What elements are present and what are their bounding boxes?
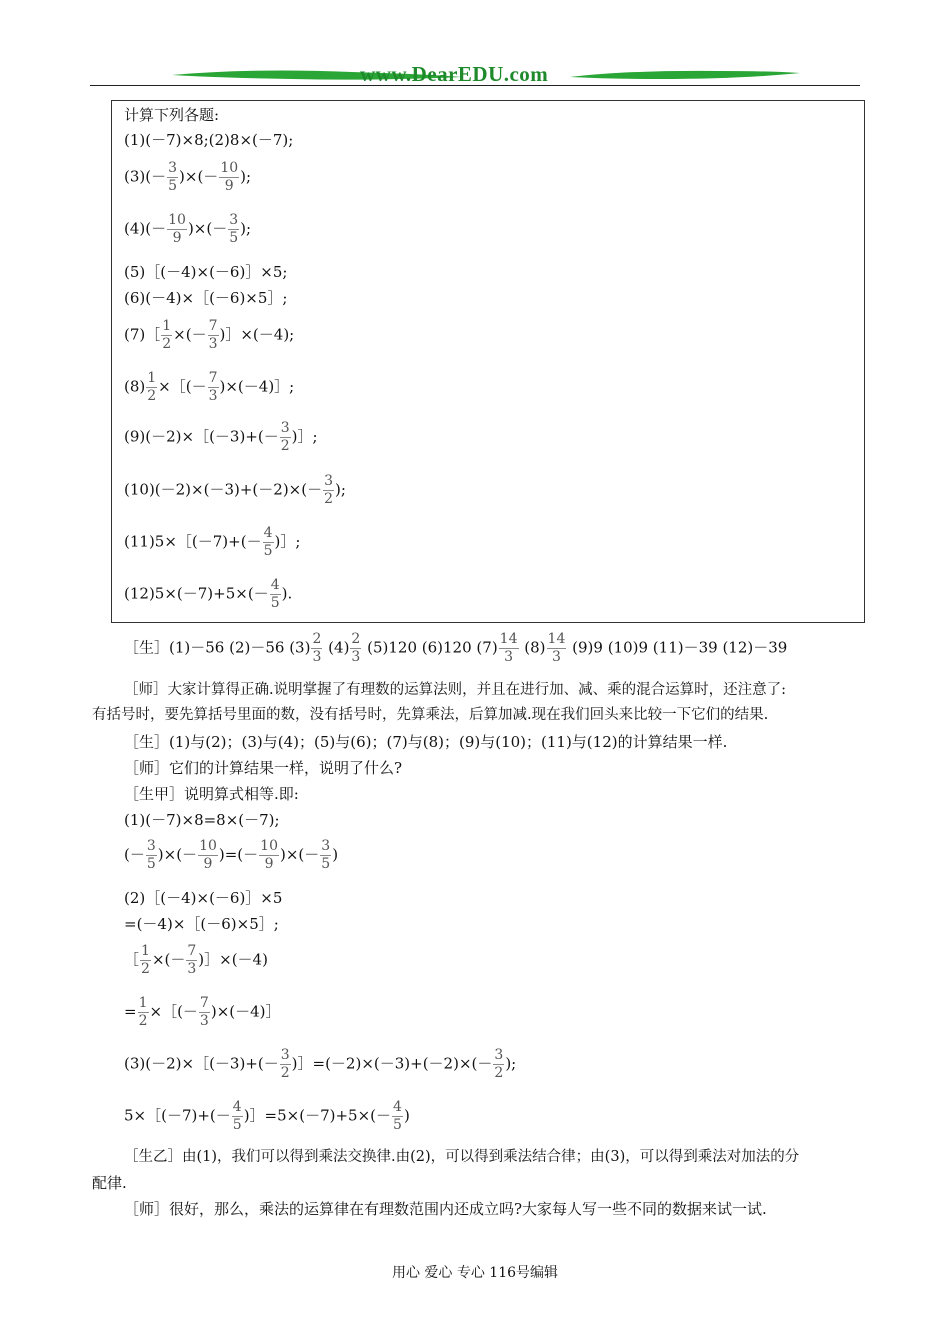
fraction: $\frac{3}{2}$: [280, 420, 290, 454]
problem-11: [124, 525, 300, 560]
page-header: [90, 60, 860, 90]
expression-text: );: [240, 219, 252, 238]
fraction: $\frac{3}{5}$: [168, 160, 178, 194]
equation-8: [124, 1099, 410, 1134]
expression-text: ×［(－: [149, 1002, 198, 1021]
problem-4: [124, 212, 251, 247]
equation-4: =(－4)×［(－6)×5］;: [124, 915, 279, 933]
expression-text: ×［(－: [158, 377, 207, 396]
problem-10: [124, 473, 346, 508]
fraction: $\frac{2}{3}$: [351, 631, 361, 665]
expression-text: )］;: [291, 427, 318, 446]
expression-text: );: [335, 480, 346, 499]
fraction: $\frac{10}{9}$: [168, 212, 186, 246]
expression-text: (4)(－: [124, 219, 167, 238]
equation-1: (1)(－7)×8=8×(－7);: [124, 811, 280, 829]
expression-text: )×(－4)］;: [219, 377, 295, 396]
expression-text: (8): [124, 377, 146, 396]
fraction: $\frac{7}{3}$: [208, 318, 218, 352]
student-yi-answer-b: 配律.: [92, 1174, 127, 1192]
expression-text: )=(－: [218, 845, 259, 864]
expression-text: (12)5×(－7)+5×(－: [124, 584, 269, 603]
expression-text: ): [403, 1106, 410, 1125]
fraction: $\frac{1}{2}$: [141, 943, 150, 977]
problem-1-2: (1)(－7)×8;(2)8×(－7);: [124, 131, 294, 149]
problem-7: [124, 318, 294, 353]
fraction: $\frac{3}{5}$: [229, 212, 239, 246]
expression-text: )×(－: [157, 845, 198, 864]
fraction: $\frac{1}{2}$: [138, 995, 148, 1029]
fraction: $\frac{10}{9}$: [260, 838, 278, 872]
header-rule: [90, 85, 860, 86]
expression-text: )×(－: [179, 167, 219, 186]
expression-text: ×(－: [173, 325, 207, 344]
fraction: $\frac{7}{3}$: [187, 943, 197, 977]
expression-text: ［: [124, 950, 140, 969]
teacher-remark-1a: ［师］大家计算得正确.说明掌握了有理数的运算法则，并且在进行加、减、乘的混合运算时，还注意了:: [124, 682, 786, 698]
fraction: $\frac{10}{9}$: [199, 838, 217, 872]
site-logo: www.DearEDU.com: [360, 62, 549, 86]
teacher-remark-1b: 有括号时，要先算括号里面的数，没有括号时，先算乘法，后算加减.现在我们回头来比较一下它们的结果.: [92, 707, 769, 723]
expression-text: ).: [281, 584, 293, 603]
fraction: $\frac{14}{3}$: [499, 631, 518, 665]
fraction: $\frac{1}{2}$: [162, 318, 172, 352]
fraction: $\frac{3}{5}$: [146, 838, 156, 872]
student-jia-answer: ［生甲］说明算式相等.即:: [124, 785, 299, 803]
teacher-question: ［师］它们的计算结果一样，说明了什么?: [124, 759, 403, 777]
expression-text: )×(－: [280, 845, 320, 864]
teacher-closing: ［师］很好，那么，乘法的运算律在有理数范围内还成立吗?大家每人写一些不同的数据来试一试.: [124, 1200, 767, 1218]
expression-text: (7)［: [124, 325, 161, 344]
problem-9: [124, 420, 318, 455]
expression-text: (10)(－2)×(－3)+(－2)×(－: [124, 480, 323, 499]
expression-text: (9)9 (10)9 (11)－39 (12)－39: [572, 638, 788, 657]
expression-text: (－: [124, 845, 145, 864]
expression-text: ): [332, 845, 339, 864]
expression-text: );: [240, 167, 252, 186]
fraction: $\frac{4}{5}$: [232, 1099, 242, 1133]
fraction: $\frac{2}{3}$: [312, 631, 322, 665]
problem-6: (6)(－4)×［(－6)×5］;: [124, 289, 288, 307]
expression-text: )］=(－2)×(－3)+(－2)×(－: [291, 1054, 493, 1073]
expression-text: (9)(－2)×［(－3)+(－: [124, 427, 279, 446]
fraction: $\frac{3}{2}$: [324, 473, 334, 507]
expression-text: )］;: [274, 532, 301, 551]
expression-text: (8): [524, 638, 546, 657]
fraction: $\frac{10}{9}$: [220, 160, 239, 194]
fraction: $\frac{7}{3}$: [208, 370, 218, 404]
equation-2: [124, 838, 338, 873]
fraction: $\frac{4}{5}$: [263, 525, 273, 559]
problem-8: [124, 370, 294, 405]
expression-text: (11)5×［(－7)+(－: [124, 532, 262, 551]
expression-text: (5)120 (6)120 (7): [367, 638, 498, 657]
expression-text: );: [505, 1054, 517, 1073]
expression-text: (3)(－: [124, 167, 167, 186]
problem-3: [124, 160, 251, 195]
fraction: $\frac{3}{5}$: [321, 838, 331, 872]
expression-text: ［生］(1)－56 (2)－56 (3): [124, 638, 311, 657]
expression-text: )×(－: [187, 219, 228, 238]
green-swoosh-right: [570, 68, 800, 82]
fraction: $\frac{4}{5}$: [393, 1099, 402, 1133]
equation-7: [124, 1047, 516, 1082]
equation-3: (2)［(－4)×(－6)］×5: [124, 889, 283, 907]
student-observation: ［生］(1)与(2)；(3)与(4)；(5)与(6)；(7)与(8)；(9)与(10)；(11)与(12)的计算结果一样.: [124, 733, 728, 751]
problem-title: 计算下列各题:: [124, 106, 220, 124]
fraction: $\frac{7}{3}$: [199, 995, 209, 1029]
fraction: $\frac{3}{2}$: [494, 1047, 504, 1081]
fraction: $\frac{3}{2}$: [280, 1047, 290, 1081]
expression-text: ×(－: [151, 950, 186, 969]
expression-text: )×(－4)］: [210, 1002, 281, 1021]
fraction: $\frac{14}{3}$: [547, 631, 566, 665]
fraction: $\frac{1}{2}$: [147, 370, 157, 404]
equation-6: [124, 995, 281, 1030]
expression-text: 5×［(－7)+(－: [124, 1106, 231, 1125]
expression-text: (3)(－2)×［(－3)+(－: [124, 1054, 279, 1073]
fraction: $\frac{4}{5}$: [270, 577, 280, 611]
expression-text: )］×(－4);: [219, 325, 295, 344]
student-yi-answer-a: ［生乙］由(1)，我们可以得到乘法交换律.由(2)，可以得到乘法结合律；由(3)，可以得到乘法对加法的分: [124, 1149, 800, 1165]
expression-text: (4): [328, 638, 350, 657]
page-footer: 用心 爱心 专心 116号编辑: [391, 1265, 559, 1281]
problem-12: [124, 577, 292, 612]
expression-text: )］×(－4): [198, 950, 268, 969]
expression-text: =: [124, 1002, 137, 1021]
equation-5: [124, 943, 268, 978]
problem-5: (5)［(－4)×(－6)］×5;: [124, 263, 288, 281]
expression-text: )］=5×(－7)+5×(－: [243, 1106, 392, 1125]
student-answers: [124, 631, 787, 666]
